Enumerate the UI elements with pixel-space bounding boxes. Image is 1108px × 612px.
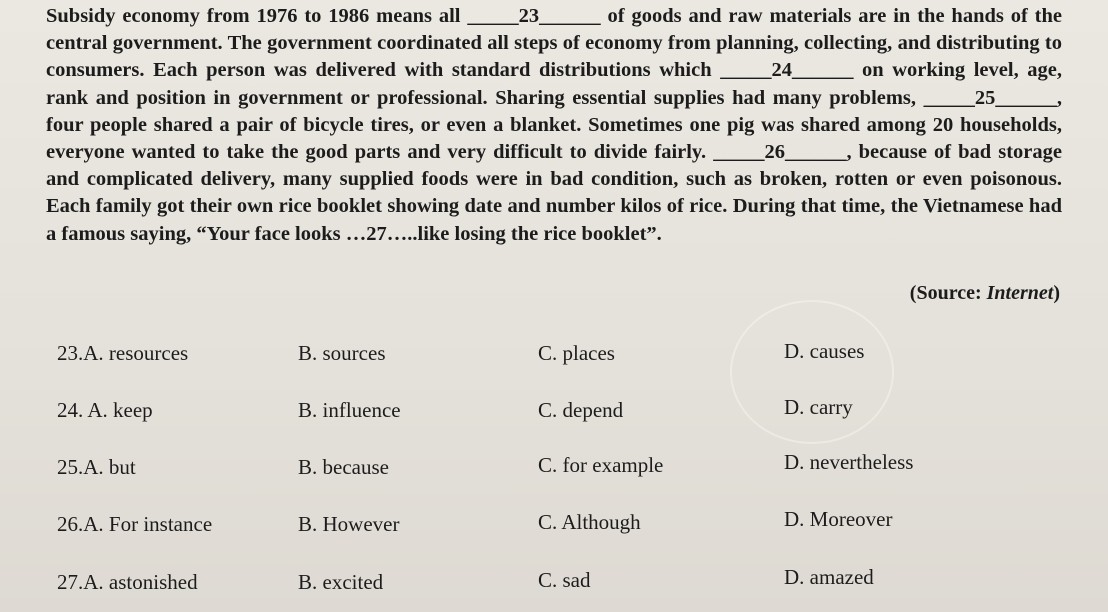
- option-d: D. causes: [784, 339, 865, 363]
- option-a: 24. A. keep: [57, 398, 153, 422]
- option-c: C. sad: [538, 568, 591, 592]
- passage-text: , four people shared a pair of bicycle tires, or even a blanket. Sometimes one pig was shared among 20 households, everyone wanted to take the good parts and very difficult to divide fairly.: [46, 86, 1062, 164]
- question-row-26: [0, 507, 1108, 542]
- option-a: 27.A. astonished: [57, 570, 198, 594]
- option-a: 23.A. resources: [57, 341, 189, 365]
- blank-23: _____23______: [467, 5, 601, 27]
- option-d: D. Moreover: [784, 507, 893, 531]
- option-b: B. because: [298, 455, 389, 479]
- option-b: B. However: [298, 512, 400, 536]
- passage-text: Subsidy economy from 1976 to 1986 means all: [46, 5, 468, 27]
- option-d: D. nevertheless: [784, 450, 914, 474]
- source-citation: [910, 282, 1060, 305]
- option-a: 25.A. but: [57, 455, 136, 479]
- passage-text: of goods and raw materials are in the hands of the central government. The government coordinated all steps of economy from planning, collecting, and distributing to consumers. Each person was delivered with standard distributions which: [46, 5, 1063, 82]
- passage-text: , because of bad storage and complicated delivery, many supplied foods were in bad condition, such as broken, rotten or even poisonous. Each family got their own rice booklet showing date and number kilos of rice. During that time, the Vietnamese had a famous saying, “Your face looks …27…..like losing the rice booklet”.: [46, 141, 1062, 245]
- passage-text: on working level, age, rank and position in government or professional. Sharing essential supplies had many problems,: [46, 59, 1062, 109]
- blank-26: _____26______: [713, 141, 847, 164]
- option-b: B. influence: [298, 398, 401, 422]
- option-c: C. places: [538, 341, 615, 365]
- option-c: C. Although: [538, 510, 641, 534]
- option-d: D. amazed: [784, 565, 874, 589]
- source-name: Internet: [986, 282, 1054, 304]
- question-row-27: [0, 565, 1108, 600]
- source-prefix: (Source:: [909, 282, 987, 304]
- option-b: B. excited: [298, 570, 384, 594]
- option-c: C. depend: [538, 398, 624, 422]
- question-row-23: [0, 341, 1108, 371]
- option-a: 26.A. For instance: [57, 512, 213, 536]
- reading-passage: [46, 3, 1062, 248]
- source-suffix: ): [1053, 282, 1060, 304]
- question-row-25: [0, 450, 1108, 485]
- blank-25: _____25______: [923, 86, 1057, 109]
- option-b: B. sources: [298, 341, 386, 365]
- blank-24: _____24______: [720, 59, 854, 82]
- option-d: D. carry: [784, 395, 853, 419]
- option-c: C. for example: [538, 453, 664, 477]
- question-row-24: [0, 395, 1108, 428]
